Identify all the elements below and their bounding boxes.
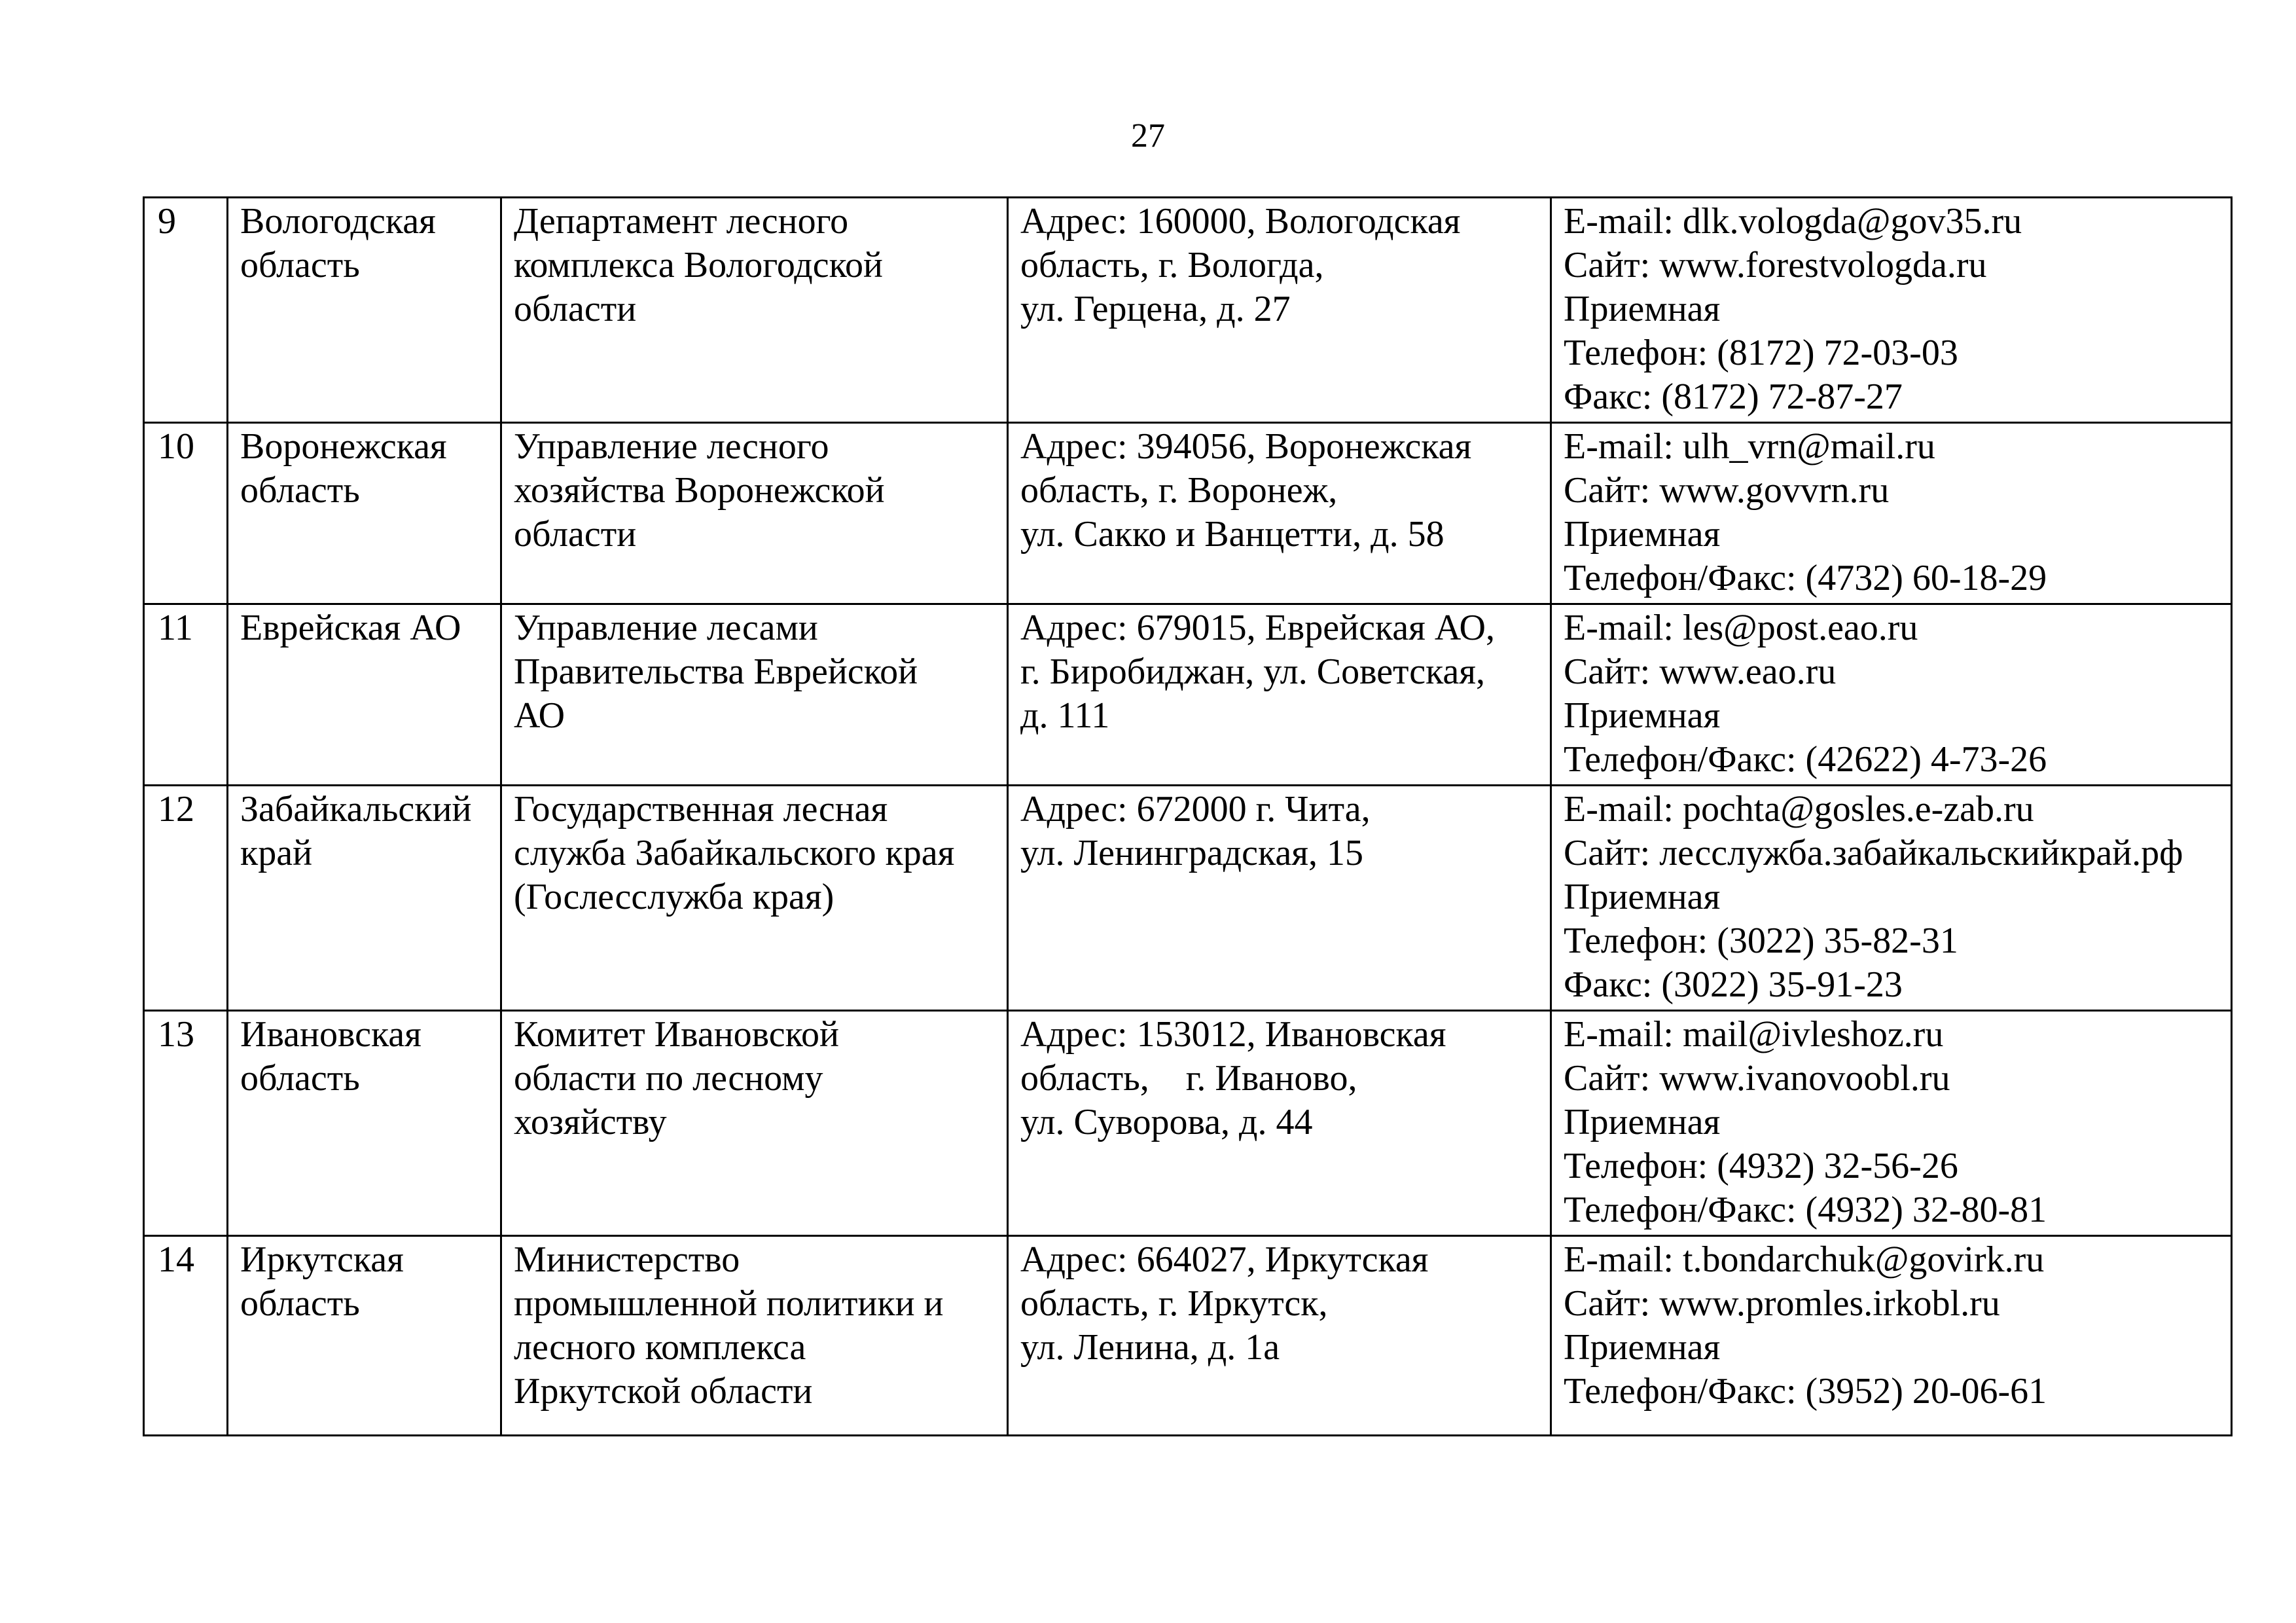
contacts-cell — [1551, 786, 2232, 1011]
table-row — [144, 1236, 2232, 1436]
address-cell — [1008, 198, 1551, 423]
address-line: ул. Герцена, д. 27 — [1020, 289, 1291, 329]
organization-cell — [501, 604, 1008, 786]
phone-line: Телефон: (3022) 35-82-31 — [1564, 921, 1958, 961]
region-line: Еврейская АО — [240, 608, 461, 648]
email-line: E-mail: dlk.vologda@gov35.ru — [1564, 201, 2022, 242]
organization-line: Государственная лесная — [514, 789, 888, 830]
row-number: 11 — [144, 604, 228, 786]
row-number: 13 — [144, 1011, 228, 1236]
region-cell — [228, 1236, 501, 1436]
fax-line: Факс: (3022) 35-91-23 — [1564, 964, 1903, 1005]
organization-line: области — [514, 289, 637, 329]
organization-line: Комитет Ивановской — [514, 1014, 839, 1055]
address-cell — [1008, 423, 1551, 604]
address-line: Адрес: 153012, Ивановская — [1020, 1014, 1446, 1055]
region-cell — [228, 604, 501, 786]
organization-line: служба Забайкальского края — [514, 833, 955, 873]
row-number: 10 — [144, 423, 228, 604]
email-line: E-mail: t.bondarchuk@govirk.ru — [1564, 1239, 2045, 1280]
region-line: Иркутская — [240, 1239, 404, 1280]
phone-fax-line: Телефон/Факс: (4932) 32-80-81 — [1564, 1190, 2047, 1230]
organization-cell — [501, 423, 1008, 604]
address-line: ул. Суворова, д. 44 — [1020, 1102, 1313, 1142]
website-line: Сайт: www.forestvologda.ru — [1564, 245, 1987, 285]
phone-fax-line: Телефон/Факс: (42622) 4-73-26 — [1564, 739, 2047, 780]
region-line: Воронежская — [240, 426, 447, 467]
address-line: д. 111 — [1020, 695, 1110, 736]
reception-label: Приемная — [1564, 1327, 1721, 1368]
region-line: область — [240, 245, 360, 285]
reception-label: Приемная — [1564, 695, 1721, 736]
website-line: Сайт: лесслужба.забайкальскийкрай.рф — [1564, 833, 2183, 873]
address-line: область, г. Воронеж, — [1020, 470, 1338, 511]
region-line: область — [240, 1283, 360, 1324]
phone-fax-line: Телефон/Факс: (4732) 60-18-29 — [1564, 558, 2047, 598]
fax-line: Факс: (8172) 72-87-27 — [1564, 376, 1903, 417]
organization-line: лесного комплекса — [514, 1327, 806, 1368]
address-line: Адрес: 394056, Воронежская — [1020, 426, 1472, 467]
organization-line: Управление лесного — [514, 426, 829, 467]
region-line: Ивановская — [240, 1014, 422, 1055]
address-line: ул. Ленинградская, 15 — [1020, 833, 1363, 873]
region-line: край — [240, 833, 313, 873]
organization-line: области по лесному — [514, 1058, 823, 1099]
region-cell — [228, 786, 501, 1011]
organization-cell — [501, 198, 1008, 423]
region-cell — [228, 198, 501, 423]
email-line: E-mail: ulh_vrn@mail.ru — [1564, 426, 1935, 467]
region-line: область — [240, 1058, 360, 1099]
address-line: Адрес: 160000, Вологодская — [1020, 201, 1461, 242]
reception-label: Приемная — [1564, 1102, 1721, 1142]
phone-line: Телефон: (4932) 32-56-26 — [1564, 1146, 1958, 1186]
organization-line: промышленной политики и — [514, 1283, 944, 1324]
row-number: 12 — [144, 786, 228, 1011]
address-line: ул. Ленина, д. 1а — [1020, 1327, 1280, 1368]
address-cell — [1008, 1011, 1551, 1236]
region-line: Забайкальский — [240, 789, 472, 830]
phone-fax-line: Телефон/Факс: (3952) 20-06-61 — [1564, 1371, 2047, 1412]
website-line: Сайт: www.eao.ru — [1564, 651, 1837, 692]
organization-line: комплекса Вологодской — [514, 245, 883, 285]
region-cell — [228, 1011, 501, 1236]
organization-line: Правительства Еврейской — [514, 651, 918, 692]
row-number: 14 — [144, 1236, 228, 1436]
organization-line: АО — [514, 695, 565, 736]
address-line: область, г. Вологда, — [1020, 245, 1324, 285]
website-line: Сайт: www.promles.irkobl.ru — [1564, 1283, 2000, 1324]
address-line: г. Биробиджан, ул. Советская, — [1020, 651, 1486, 692]
row-number: 9 — [144, 198, 228, 423]
contacts-cell — [1551, 604, 2232, 786]
organization-cell — [501, 1011, 1008, 1236]
page-number: 27 — [1131, 117, 1165, 155]
contacts-cell — [1551, 1011, 2232, 1236]
contacts-cell — [1551, 423, 2232, 604]
contacts-cell — [1551, 1236, 2232, 1436]
organization-line: Иркутской области — [514, 1371, 813, 1412]
email-line: E-mail: pochta@gosles.e-zab.ru — [1564, 789, 2034, 830]
organization-line: Управление лесами — [514, 608, 818, 648]
region-line: Вологодская — [240, 201, 436, 242]
reception-label: Приемная — [1564, 877, 1721, 917]
phone-line: Телефон: (8172) 72-03-03 — [1564, 333, 1958, 373]
table-row — [144, 786, 2232, 1011]
organization-cell — [501, 786, 1008, 1011]
organization-line: области — [514, 514, 637, 555]
address-line: Адрес: 672000 г. Чита, — [1020, 789, 1371, 830]
address-line: ул. Сакко и Ванцетти, д. 58 — [1020, 514, 1444, 555]
table-row — [144, 1011, 2232, 1236]
address-cell — [1008, 604, 1551, 786]
organization-line: (Гослесслужба края) — [514, 877, 834, 917]
forestry-contacts-table — [143, 196, 2233, 1436]
reception-label: Приемная — [1564, 514, 1721, 555]
region-cell — [228, 423, 501, 604]
email-line: E-mail: les@post.eao.ru — [1564, 608, 1918, 648]
organization-cell — [501, 1236, 1008, 1436]
address-cell — [1008, 786, 1551, 1011]
organization-line: хозяйству — [514, 1102, 667, 1142]
region-line: область — [240, 470, 360, 511]
reception-label: Приемная — [1564, 289, 1721, 329]
address-line: Адрес: 664027, Иркутская — [1020, 1239, 1429, 1280]
address-line: область, г. Иваново, — [1020, 1058, 1357, 1099]
organization-line: Департамент лесного — [514, 201, 849, 242]
contacts-cell — [1551, 198, 2232, 423]
table-row — [144, 198, 2232, 423]
organization-line: хозяйства Воронежской — [514, 470, 885, 511]
organization-line: Министерство — [514, 1239, 740, 1280]
address-line: Адрес: 679015, Еврейская АО, — [1020, 608, 1495, 648]
website-line: Сайт: www.govvrn.ru — [1564, 470, 1890, 511]
email-line: E-mail: mail@ivleshoz.ru — [1564, 1014, 1944, 1055]
table-row — [144, 604, 2232, 786]
table-row — [144, 423, 2232, 604]
website-line: Сайт: www.ivanovoobl.ru — [1564, 1058, 1950, 1099]
address-line: область, г. Иркутск, — [1020, 1283, 1328, 1324]
address-cell — [1008, 1236, 1551, 1436]
